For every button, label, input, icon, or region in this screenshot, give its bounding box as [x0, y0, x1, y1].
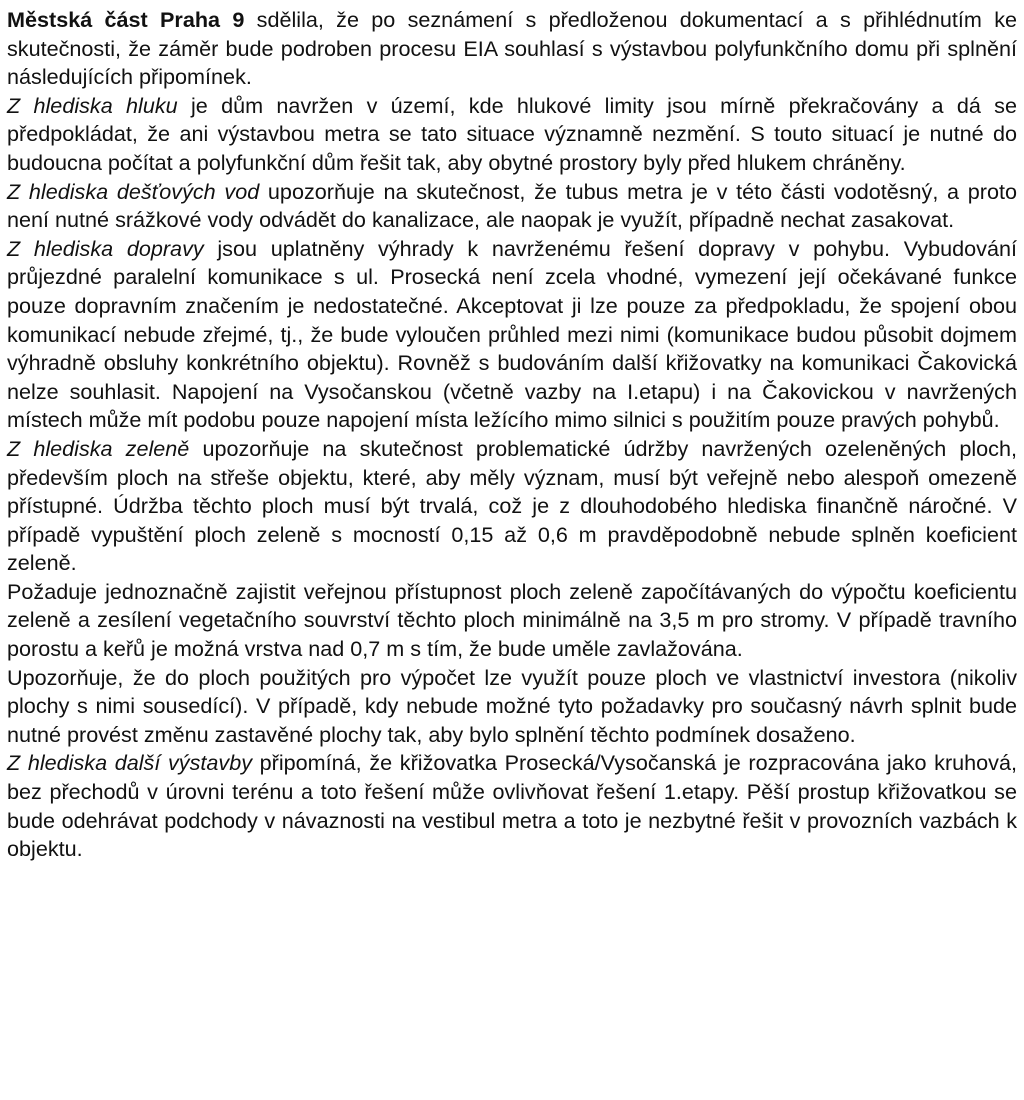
paragraph-further-construction: [7, 749, 1017, 863]
paragraph-intro-text: sdělila, že po seznámení s předloženou dokumentací a s přihlédnutím ke skutečnosti, že záměr bude podroben procesu EIA souhlasí s výstavbou polyfunkčního domu při splnění následujících připomínek.: [7, 7, 1017, 90]
paragraph-ownership-text: Upozorňuje, že do ploch použitých pro výpočet lze využít pouze ploch ve vlastnictví investora (nikoliv plochy s nimi sousedící). V případě, kdy nebude možné tyto požadavky pro současný návrh splnit bude nutné provést změnu zastavěné plochy tak, aby bylo splnění těchto podmínek dosaženo.: [7, 664, 1017, 747]
paragraph-greenery-text: upozorňuje na skutečnost problematické údržby navržených ozeleněných ploch, především ploch na střeše objektu, které, aby měly význam, musí být veřejně nebo alespoň omezeně přístupné. Údržba těchto ploch musí být trvalá, což je z dlouhodobého hlediska finančně náročné. V případě vypuštění ploch zeleně s mocností 0,15 až 0,6 m pravděpodobně nebude splněn koeficient zeleně.: [7, 435, 1017, 576]
paragraph-intro: [7, 6, 1017, 92]
paragraph-rainwater: [7, 178, 1017, 235]
heading-traffic: Z hlediska dopravy: [7, 235, 204, 261]
district-name: Městská část Praha 9: [7, 7, 245, 32]
paragraph-ownership: [7, 664, 1017, 750]
paragraph-greenery: [7, 435, 1017, 578]
heading-noise: Z hlediska hluku: [7, 92, 178, 118]
paragraph-noise-text: je dům navržen v území, kde hlukové limity jsou mírně překračovány a dá se předpokládat, že ani výstavbou metra se tato situace významně nezmění. S touto situací je nutné do budoucna počítat a polyfunkční dům řešit tak, aby obytné prostory byly před hlukem chráněny.: [7, 92, 1017, 175]
paragraph-further-construction-text: připomíná, že křižovatka Prosecká/Vysočanská je rozpracována jako kruhová, bez přechodů v úrovni terénu a toto řešení může ovlivňovat řešení 1.etapy. Pěší prostup křižovatkou se bude odehrávat podchody v návaznosti na vestibul metra a toto je nezbytné řešit v provozních vazbách k objektu.: [7, 750, 1017, 862]
paragraph-traffic: [7, 235, 1017, 435]
paragraph-traffic-text: jsou uplatněny výhrady k navrženému řešení dopravy v pohybu. Vybudování průjezdné paralelní komunikace s ul. Prosecká není zcela vhodné, vymezení její očekávané funkce pouze dopravním značením je nedostatečné. Akceptovat ji lze pouze za předpokladu, že spojení obou komunikací nebude zřejmé, tj., že bude vyloučen průhled mezi nimi (komunikace budou působit dojmem výhradně obsluhy konkrétního objektu). Rovněž s budováním další křižovatky na komunikaci Čakovická nelze souhlasit. Napojení na Vysočanskou (včetně vazby na I.etapu) i na Čakovickou v navržených místech může mít podobu pouze napojení místa ležícího mimo silnici s použitím pouze pravých pohybů.: [7, 235, 1017, 433]
heading-greenery: Z hlediska zeleně: [7, 435, 190, 461]
paragraph-green-access-text: Požaduje jednoznačně zajistit veřejnou přístupnost ploch zeleně započítávaných do výpočtu koeficientu zeleně a zesílení vegetačního souvrství těchto ploch minimálně na 3,5 m pro stromy. V případě travního porostu a keřů je možná vrstva nad 0,7 m s tím, že bude uměle zavlažována.: [7, 578, 1017, 662]
paragraph-rainwater-text: upozorňuje na skutečnost, že tubus metra je v této části vodotěsný, a proto není nutné srážkové vody odvádět do kanalizace, ale naopak je využít, případně nechat zasakovat.: [7, 178, 1017, 233]
heading-further-construction: Z hlediska další výstavby: [7, 750, 252, 776]
paragraph-noise: [7, 92, 1017, 178]
paragraph-green-access: [7, 578, 1017, 664]
heading-rainwater: Z hlediska dešťových vod: [7, 178, 260, 204]
